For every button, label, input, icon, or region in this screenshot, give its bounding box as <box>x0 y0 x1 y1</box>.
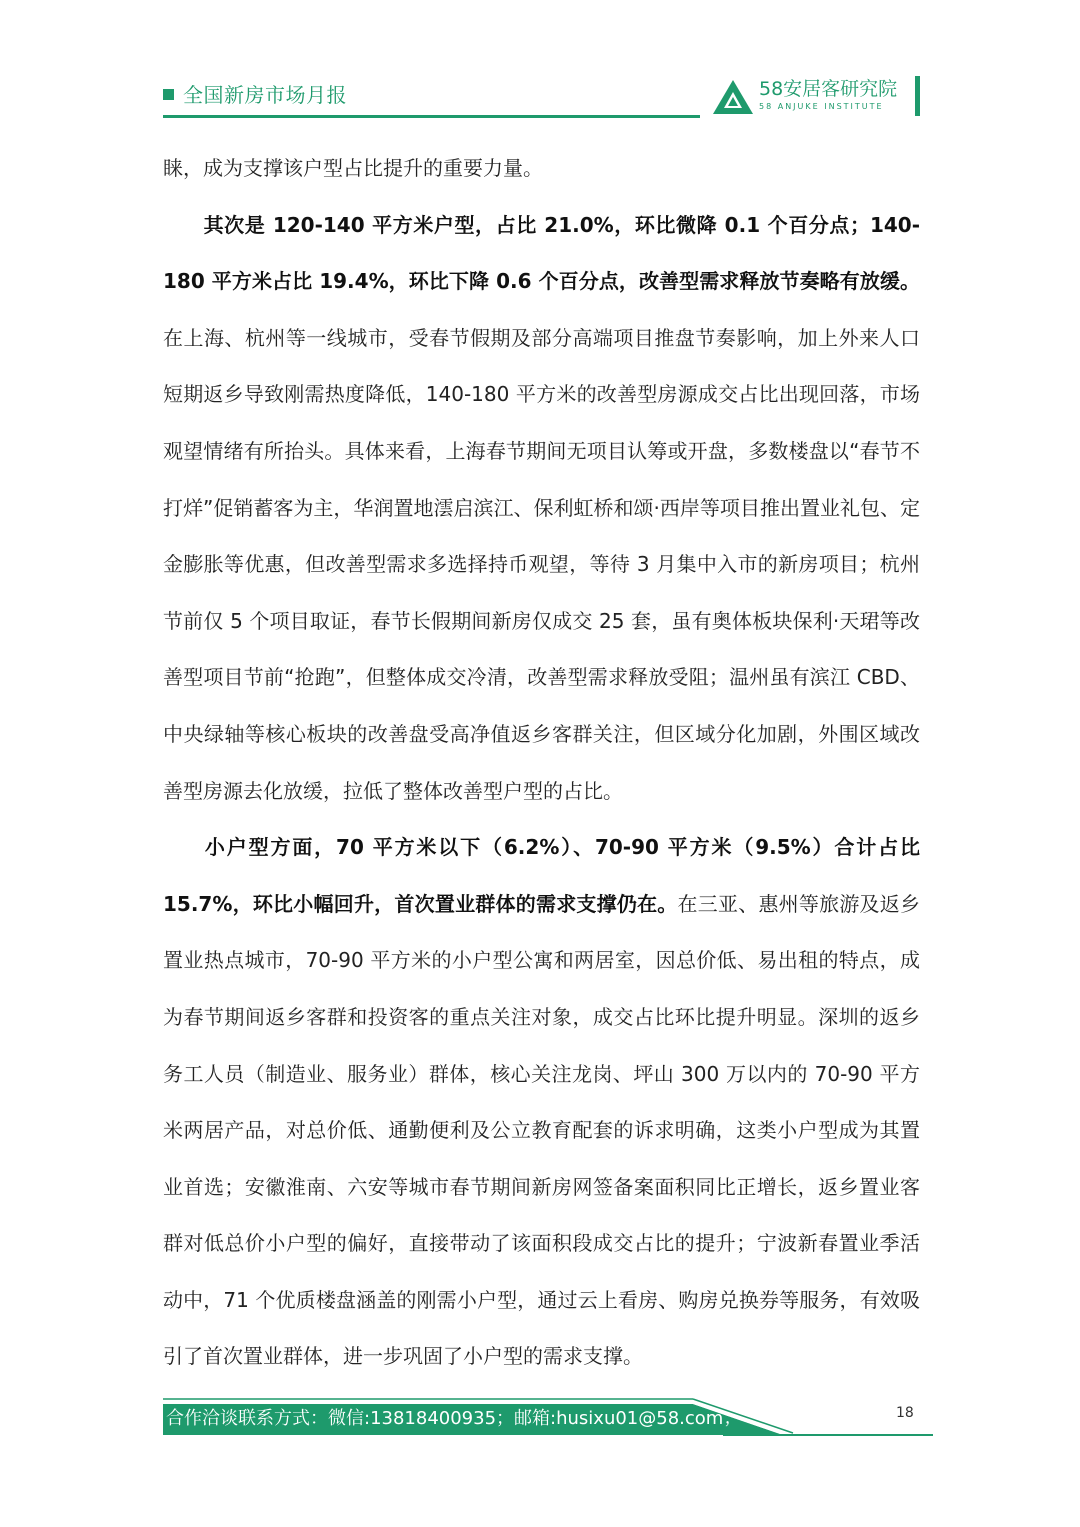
contact-info: 合作洽谈联系方式：微信:13818400935；邮箱:husixu01@58.com； <box>166 1408 742 1429</box>
header-square-icon <box>163 89 174 100</box>
page-header <box>163 70 920 120</box>
brand-name-cn: 58安居客研究院 <box>759 78 898 100</box>
paragraph-3-lead: 小户型方面，70 平方米以下（6.2%）、70-90 平方米（9.5%）合计占比 15.7%，环比小幅回升，首次置业群体的需求支撑仍在。 <box>163 835 920 916</box>
report-title: 全国新房市场月报 <box>183 83 347 107</box>
page-footer <box>163 1395 933 1445</box>
page-number: 18 <box>896 1405 914 1421</box>
paragraph-2 <box>163 197 920 820</box>
brand-name-en: 58 ANJUKE INSTITUTE <box>759 102 884 111</box>
report-body <box>163 140 920 1385</box>
paragraph-2-text: 在上海、杭州等一线城市，受春节假期及部分高端项目推盘节奏影响，加上外来人口短期返乡导致刚需热度降低，140-180 平方米的改善型房源成交占比出现回落，市场观望情绪有所抬头。具体来看，上海春节期间无项目认筹或开盘，多数楼盘以“春节不打烊”促销蓄客为主，华润置地澐启滨江、保利虹桥和颂·西岸等项目推出置业礼包、定金膨胀等优惠，但改善型需求多选择持币观望，等待 3 月集中入市的新房项目；杭州节前仅 5 个项目取证，春节长假期间新房仅成交 25 套，虽有奥体板块保利·天珺等改善型项目节前“抢跑”，但整体成交冷清，改善型需求释放受阻；温州虽有滨江 CBD、中央绿轴等核心板块的改善盘受高净值返乡客群关注，但区域分化加剧，外围区域改善型房源去化放缓，拉低了整体改善型户型的占比。 <box>163 325 920 803</box>
paragraph-1 <box>163 140 920 197</box>
anjuke-logo-icon <box>713 80 753 114</box>
header-divider <box>163 115 700 118</box>
paragraph-1-text: 睐，成为支撑该户型占比提升的重要力量。 <box>163 156 543 180</box>
brand-logo-block <box>713 76 913 118</box>
paragraph-2-lead: 其次是 120-140 平方米户型，占比 21.0%，环比微降 0.1 个百分点；140-180 平方米占比 19.4%，环比下降 0.6 个百分点，改善型需求释放节奏略有放缓。 <box>163 212 920 294</box>
paragraph-3-text: 在三亚、惠州等旅游及返乡置业热点城市，70-90 平方米的小户型公寓和两居室，因总价低、易出租的特点，成为春节期间返乡客群和投资客的重点关注对象，成交占比环比提升明显。深圳的返乡务工人员（制造业、服务业）群体，核心关注龙岗、坪山 300 万以内的 70-90 平方米两居产品，对总价低、通勤便利及公立教育配套的诉求明确，这类小户型成为其置业首选；安徽淮南、六安等城市春节期间新房网签备案面积同比正增长，返乡置业客群对低总价小户型的偏好，直接带动了该面积段成交占比的提升；宁波新春置业季活动中，71 个优质楼盘涵盖的刚需小户型，通过云上看房、购房兑换券等服务，有效吸引了首次置业群体，进一步巩固了小户型的需求支撑。 <box>163 891 921 1369</box>
header-vertical-bar <box>915 76 920 116</box>
paragraph-3 <box>163 819 920 1385</box>
